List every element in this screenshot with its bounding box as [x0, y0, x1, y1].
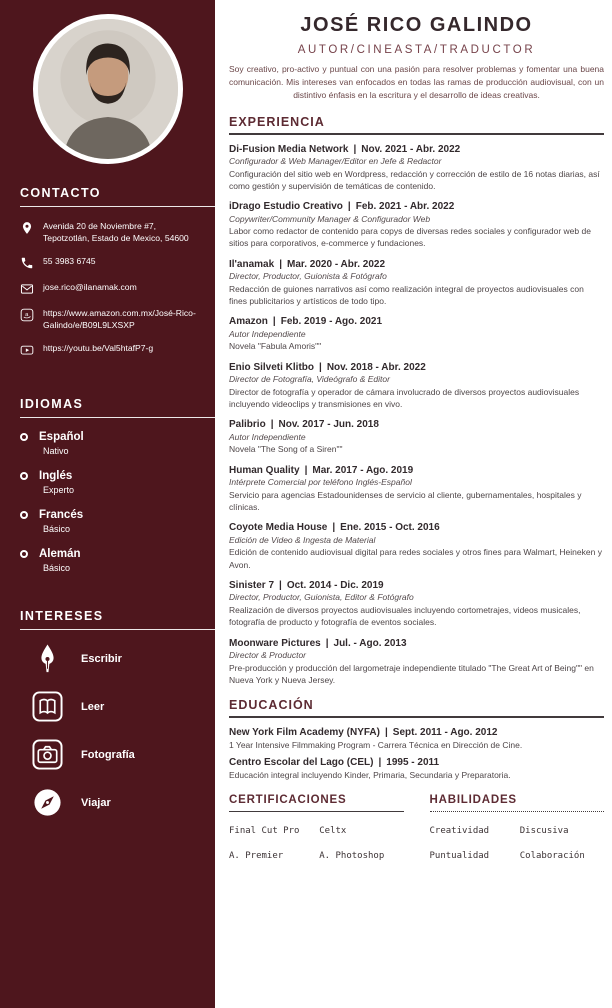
language-level: Experto	[43, 485, 75, 496]
date-range: Jul. - Ago. 2013	[333, 637, 407, 649]
date-range: Sept. 2011 - Ago. 2012	[392, 727, 498, 739]
interest-item-escribir	[20, 643, 201, 674]
job-role: Copywriter/Community Manager & Configurador Web	[229, 213, 431, 224]
job-description: Servicio para agencias Estadounidenses de servicio al cliente, gubernamentales, hospitales y clínicas.	[229, 489, 582, 512]
job-role: Edición de Video & Ingesta de Material	[229, 534, 376, 545]
education-entry	[229, 757, 604, 780]
experience-entry	[229, 465, 604, 514]
languages-list	[0, 431, 215, 573]
language-item-header	[20, 431, 201, 443]
date-range: Feb. 2019 - Ago. 2021	[280, 316, 383, 328]
company-name: Coyote Media House	[229, 522, 328, 534]
experience-entry-title	[229, 316, 604, 327]
bottom-columns	[229, 794, 604, 861]
certification-item: Celtx	[319, 826, 347, 837]
date-range: 1995 - 2011	[386, 757, 440, 769]
title-separator: |	[272, 316, 276, 328]
experience-entry-title	[229, 522, 604, 533]
date-range: Oct. 2014 - Dic. 2019	[286, 579, 384, 591]
contact-youtube-row	[20, 342, 201, 357]
experience-entry	[229, 259, 604, 308]
contact-phone-text: 55 3983 6745	[43, 256, 96, 267]
interest-item-fotografia	[20, 739, 201, 770]
job-role: Director de Fotografía, Videógrafo & Editor	[229, 374, 390, 385]
certifications-list	[229, 826, 404, 861]
experience-entry	[229, 419, 604, 455]
profile-photo	[33, 14, 183, 164]
interests-section-title: INTERESES	[20, 609, 215, 630]
language-name: Español	[39, 431, 84, 444]
interest-item-leer	[20, 691, 201, 722]
title-separator: |	[279, 579, 282, 591]
location-icon	[20, 221, 34, 235]
skill-item: Creatividad	[429, 826, 490, 837]
languages-section	[0, 397, 215, 573]
job-description: Director de fotografía y operador de cámara involucrado de diversos proyectos audiovisuales incluyendo videoclips y transmisiones en vivo.	[229, 386, 580, 410]
title-separator: |	[378, 757, 382, 769]
language-item	[20, 431, 201, 456]
education-entry-title	[229, 727, 604, 738]
title-separator: |	[384, 727, 388, 739]
certification-item: Final Cut Pro	[229, 826, 300, 837]
experience-entry-title	[229, 465, 604, 476]
company-name: Palibrio	[229, 419, 266, 431]
amazon-icon	[20, 308, 34, 322]
contact-email-row	[20, 281, 201, 296]
job-role: Director, Productor, Guionista, Editor & Fotógrafo	[229, 592, 414, 603]
skills-section-title: HABILIDADES	[430, 794, 605, 812]
experience-entry	[229, 522, 604, 571]
language-name: Alemán	[39, 548, 81, 561]
language-bullet-icon	[20, 472, 28, 480]
interest-item-viajar	[20, 787, 201, 818]
language-bullet-icon	[20, 511, 28, 519]
title-separator: |	[304, 464, 308, 476]
job-role: Director & Productor	[229, 650, 306, 661]
job-role: Intérprete Comercial por teléfono Inglés-Español	[229, 477, 412, 488]
summary-paragraph: Soy creativo, pro-activo y puntual con una pasión para resolver problemas y fomentar una buena comunicación. Mis intereses van enfocados en todas las ramas de producción audiovisual, con un distintivo énfasis en la escritura y el desarrollo de ideas creativas.	[229, 64, 604, 101]
contact-youtube-link[interactable]: https://youtu.be/Val5htafP7-g	[43, 343, 154, 354]
certifications-column	[229, 794, 404, 861]
title-separator: |	[332, 522, 336, 534]
date-range: Ene. 2015 - Oct. 2016	[340, 522, 440, 534]
school-name: Centro Escolar del Lago (CEL)	[229, 757, 374, 769]
experience-entry	[229, 638, 604, 687]
language-item-header	[20, 548, 201, 560]
experience-entry-title	[229, 259, 604, 270]
email-icon	[20, 282, 34, 296]
company-name: Enio Silveti Klitbo	[229, 361, 315, 373]
language-item	[20, 470, 201, 495]
experience-entry-title	[229, 580, 604, 591]
language-item-header	[20, 509, 201, 521]
company-name: Di-Fusion Media Network	[229, 143, 349, 155]
job-description: Realización de diversos proyectos audiovisuales incluyendo cortometrajes, videos musicales, fotografía de producto y fotografía de eventos sociales.	[229, 604, 581, 628]
phone-icon	[20, 256, 34, 270]
title-separator: |	[325, 637, 329, 649]
skill-item: Discusiva	[519, 826, 569, 837]
education-description: 1 Year Intensive Filmmaking Program - Carrera Técnica en Dirección de Cine.	[229, 740, 523, 751]
education-entry	[229, 727, 604, 750]
education-section-title: EDUCACIÓN	[229, 698, 604, 718]
contact-email-link[interactable]: jose.rico@ilanamak.com	[43, 282, 137, 293]
contact-list	[0, 220, 215, 357]
interest-label: Viajar	[81, 796, 111, 809]
profession-subtitle: AUTOR/CINEASTA/TRADUCTOR	[297, 44, 536, 56]
experience-entry	[229, 144, 604, 193]
experience-list	[229, 144, 604, 687]
experience-entry-title	[229, 419, 604, 430]
title-separator: |	[319, 361, 322, 373]
job-role: Director, Productor, Guionista & Fotógrafo	[229, 271, 387, 282]
company-name: Sinister 7	[229, 579, 275, 591]
job-description: Labor como redactor de contenido para copys de diversas redes sociales y configurador web de sitios para corporativos, e-commerce y fundaciones.	[229, 226, 591, 249]
experience-entry	[229, 316, 604, 352]
interest-label: Escribir	[81, 652, 122, 665]
pen-nib-icon	[32, 643, 63, 674]
contact-address-text: Avenida 20 de Noviembre #7, Tepotzotlán, Estado de Mexico, 54600	[43, 221, 189, 244]
skills-list	[430, 826, 605, 861]
skills-column	[430, 794, 605, 861]
job-description: Edición de contenido audiovisual digital para redes sociales y otros fines para Walmart, Heineken y Avon.	[229, 547, 602, 570]
language-item	[20, 509, 201, 534]
contact-amazon-row	[20, 307, 201, 331]
job-description: Novela "Fabula Amoris""	[229, 341, 322, 352]
job-description: Redacción de guiones narrativos así como realización integral de proyectos audiovisuales con fines publicitarios y artísticos de todo tipo.	[229, 283, 584, 307]
interest-label: Leer	[81, 700, 105, 713]
experience-entry-title	[229, 144, 604, 155]
job-description: Novela "The Song of a Siren""	[229, 444, 343, 455]
education-description: Educación integral incluyendo Kinder, Primaria, Secundaria y Preparatoria.	[229, 770, 511, 781]
experience-entry	[229, 362, 604, 411]
company-name: Amazon	[229, 316, 268, 328]
certifications-section-title: CERTIFICACIONES	[229, 794, 404, 812]
job-role: Autor Independiente	[229, 431, 306, 442]
book-icon	[32, 691, 63, 722]
company-name: iDrago Estudio Creativo	[229, 201, 343, 213]
language-level: Básico	[43, 524, 71, 535]
experience-entry-title	[229, 638, 604, 649]
language-name: Francés	[39, 509, 84, 522]
date-range: Mar. 2017 - Ago. 2019	[312, 464, 414, 476]
interests-section	[0, 609, 215, 818]
contact-address-row	[20, 220, 201, 244]
school-name: New York Film Academy (NYFA)	[229, 727, 380, 739]
profile-photo-placeholder	[38, 19, 178, 159]
contact-amazon-link[interactable]: https://www.amazon.com.mx/José-Rico-Galindo/e/B09L9LXSXP	[43, 308, 196, 331]
language-level: Nativo	[43, 446, 69, 457]
languages-section-title: IDIOMAS	[20, 397, 215, 418]
date-range: Nov. 2021 - Abr. 2022	[361, 143, 461, 155]
company-name: Moonware Pictures	[229, 637, 321, 649]
title-separator: |	[353, 143, 357, 155]
experience-section-title: EXPERIENCIA	[229, 115, 604, 135]
sidebar	[0, 0, 215, 1008]
company-name: Il'anamak	[229, 258, 275, 270]
contact-phone-row	[20, 255, 201, 270]
education-list	[229, 727, 604, 780]
interests-list	[0, 643, 215, 818]
certification-item: A. Photoshop	[319, 851, 385, 862]
language-bullet-icon	[20, 550, 28, 558]
experience-entry	[229, 580, 604, 629]
language-bullet-icon	[20, 433, 28, 441]
title-separator: |	[347, 201, 351, 213]
date-range: Nov. 2017 - Jun. 2018	[278, 419, 379, 431]
company-name: Human Quality	[229, 464, 300, 476]
svg-text:a: a	[25, 311, 29, 318]
experience-entry-title	[229, 362, 604, 373]
education-entry-title	[229, 757, 604, 768]
date-range: Mar. 2020 - Abr. 2022	[287, 258, 386, 270]
date-range: Nov. 2018 - Abr. 2022	[326, 361, 426, 373]
main-content	[215, 0, 612, 1008]
camera-icon	[32, 739, 63, 770]
compass-icon	[32, 787, 63, 818]
youtube-icon	[20, 343, 34, 357]
experience-entry	[229, 201, 604, 250]
title-separator: |	[279, 258, 282, 270]
language-name: Inglés	[39, 470, 73, 483]
job-role: Autor Independiente	[229, 328, 306, 339]
job-description: Pre-producción y producción del largometraje independiente titulado "The Great Art of Being"" en Nueva York y Nueva Jersey.	[229, 662, 594, 685]
date-range: Feb. 2021 - Abr. 2022	[355, 201, 455, 213]
language-level: Básico	[43, 563, 71, 574]
experience-entry-title	[229, 201, 604, 212]
skill-item: Colaboración	[519, 851, 585, 862]
certification-item: A. Premier	[229, 851, 284, 862]
page-title: JOSÉ RICO GALINDO	[300, 14, 533, 36]
title-separator: |	[270, 419, 274, 431]
skill-item: Puntualidad	[429, 851, 490, 862]
job-description: Configuración del sitio web en Wordpress, redacción y corrección de estilo de 16 notas diarias, así como gestión y supervisión de temáticas de contenido.	[229, 168, 600, 191]
language-item	[20, 548, 201, 573]
language-item-header	[20, 470, 201, 482]
interest-label: Fotografía	[81, 748, 135, 761]
contact-section-title: CONTACTO	[20, 186, 215, 207]
job-role: Configurador & Web Manager/Editor en Jefe & Redactor	[229, 156, 442, 167]
